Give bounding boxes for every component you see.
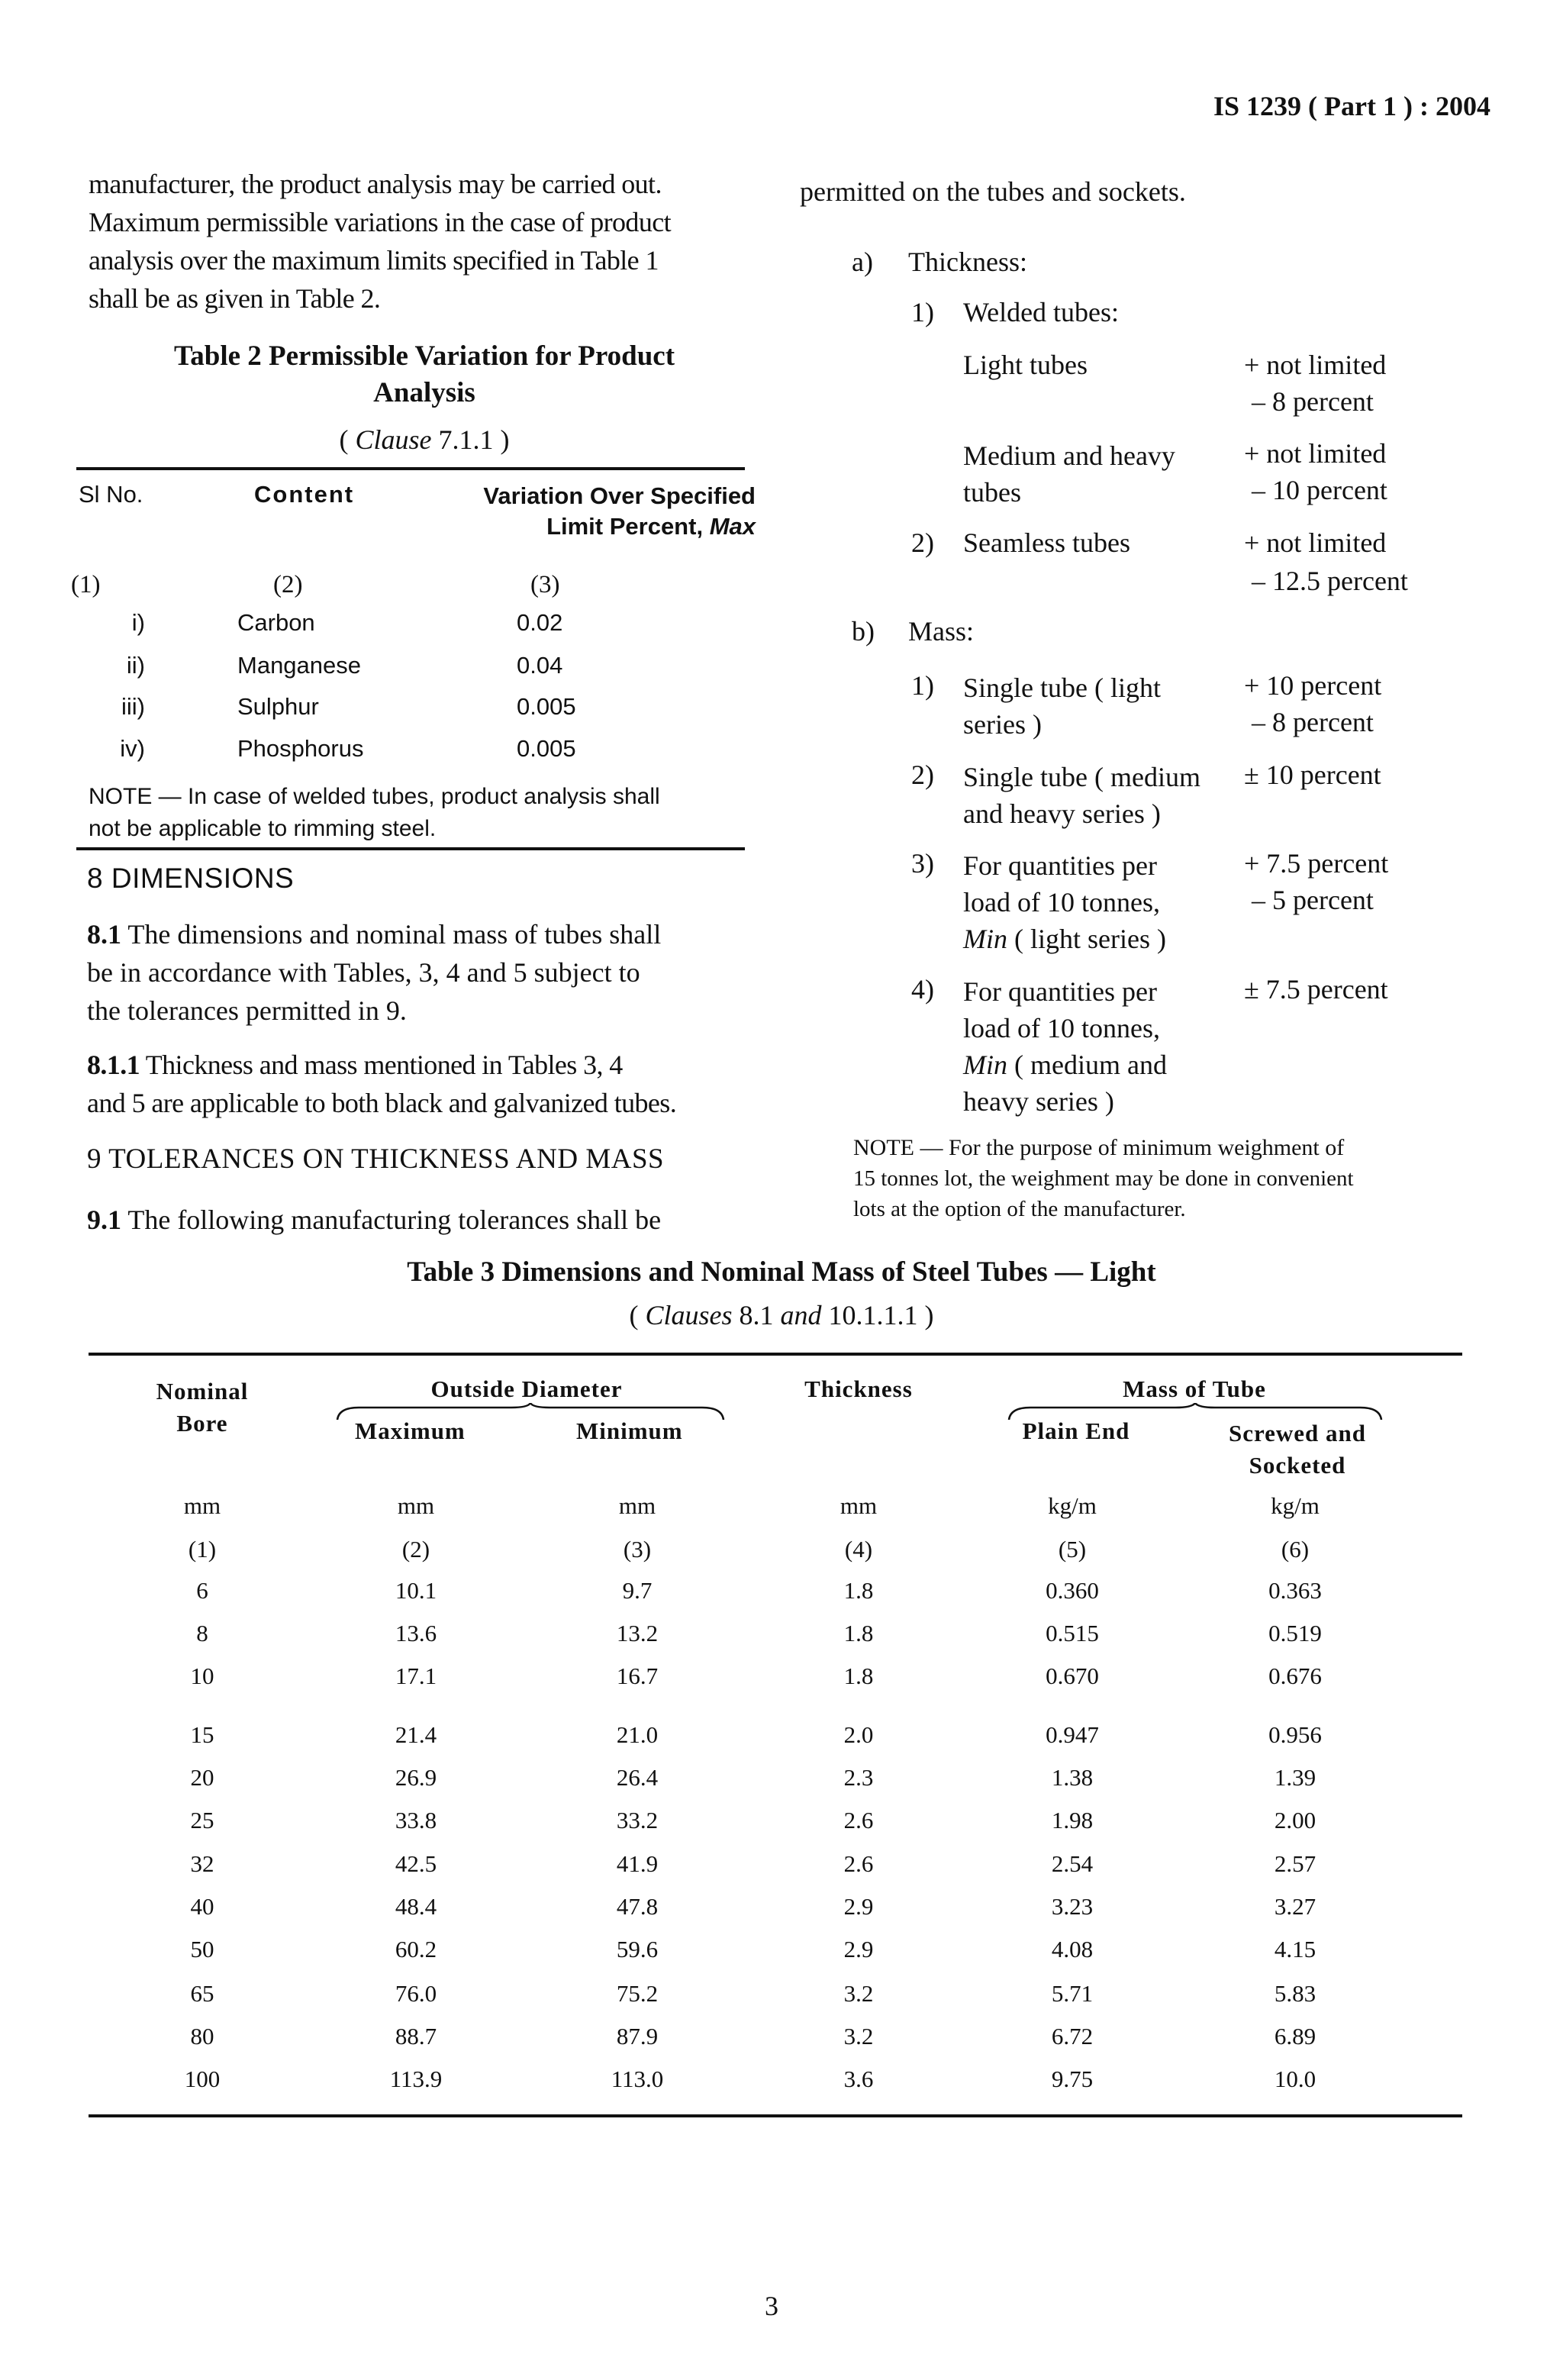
table-row [0,1850,1563,1881]
list-b2-text: Single tube ( medium and heavy series ) [963,762,1200,829]
table3-bottom-rule [89,2114,1462,2117]
table-cell: 59.6 [616,1936,659,1962]
table3-top-rule [89,1353,1462,1356]
table-cell: 1.38 [1051,1764,1094,1791]
seamless-tol-plus: + not limited [1244,527,1387,558]
table-cell: 26.9 [395,1764,437,1791]
table3-header-thickness: Thickness [804,1375,913,1402]
table-cell: 3.27 [1274,1893,1316,1920]
table-cell: 4.08 [1051,1936,1094,1962]
mass-of-tube-brace [1007,1403,1383,1421]
table-cell: 2.54 [1051,1850,1094,1877]
table2-row-content: Carbon [237,609,315,636]
section9-heading: 9 TOLERANCES ON THICKNESS AND MASS [87,1143,665,1175]
table2-row-content: Sulphur [237,693,319,720]
table-cell: 88.7 [395,2023,437,2049]
table-cell: 32 [190,1850,214,1877]
table-cell: 13.2 [616,1620,659,1646]
intro-line: manufacturer, the product analysis may be carried out. [89,169,662,199]
table2-row-value: 0.005 [517,735,576,762]
table-cell: 2.6 [843,1850,874,1877]
table-row [0,1620,1563,1650]
table2-row-content: Manganese [237,652,362,679]
table-cell: 60.2 [395,1936,437,1962]
table2-colnum-3: (3) [530,571,560,598]
intro-line: Maximum permissible variations in the case of product [89,207,672,237]
table-cell: 0.519 [1268,1620,1322,1646]
table3-header-minimum: Minimum [576,1417,683,1444]
table-cell: 33.8 [395,1807,437,1833]
b1-tol-minus: – 8 percent [1252,707,1374,737]
table2-header-slno: Sl No. [79,481,143,508]
table-cell: 0.947 [1046,1721,1099,1748]
table-cell: 50 [190,1936,214,1962]
table3-header-nominal-bore: Nominal Bore [156,1378,249,1437]
list-b4-text: For quantities per load of 10 tonnes, Min ( medium and heavy series ) [963,976,1167,1117]
table-cell: 65 [190,1980,214,2007]
para-9-1: 9.1 The following manufacturing tolerances shall be [87,1205,662,1235]
table2-title: Table 2 Permissible Variation for Product Analysis [173,340,675,408]
list-b1-label: 1) [911,670,934,701]
table-cell: 6 [196,1577,208,1604]
table-cell: 2.9 [843,1893,874,1920]
table3-header-maximum: Maximum [355,1417,466,1444]
table-cell: 0.515 [1046,1620,1099,1646]
table-cell: 2.57 [1274,1850,1316,1877]
table-cell: 76.0 [395,1980,437,2007]
table3-units-row: mm mm mm mm kg/m kg/m [183,1492,1320,1519]
table2-row-content: Phosphorus [237,735,364,762]
table-cell: 9.75 [1051,2066,1094,2092]
table-cell: 3.23 [1051,1893,1094,1920]
table-cell: 1.39 [1274,1764,1316,1791]
list-b4-label: 4) [911,974,934,1005]
table-cell: 3.2 [843,2023,874,2049]
table2-colnum-1: (1) [71,571,101,598]
table3-header-outside-diameter: Outside Diameter [430,1375,623,1402]
para-8-1-1: 8.1.1 Thickness and mass mentioned in Tables 3, 4 and 5 are applicable to both black and galvanized tubes. [87,1050,677,1118]
table3-colnum-row: (1) (2) (3) (4) (5) (6) [188,1536,1310,1562]
table-cell: 1.8 [843,1662,874,1689]
table-cell: 2.9 [843,1936,874,1962]
seamless-tol-minus: – 12.5 percent [1252,566,1408,596]
list-a1-label: 1) [911,297,934,327]
right-note: NOTE — For the purpose of minimum weighment of 15 tonnes lot, the weighment may be done in convenient lots at the option of the manufacturer. [853,1135,1354,1221]
table-row [0,1662,1563,1693]
table-cell: 0.956 [1268,1721,1322,1748]
table2-header-variation: Variation Over Specified Limit Percent, Max [483,482,756,540]
list-b-text: Mass: [908,616,975,647]
table2-note: NOTE — In case of welded tubes, product analysis shall not be applicable to rimming steel. [89,784,660,841]
table-cell: 0.360 [1046,1577,1099,1604]
b3-tol-minus: – 5 percent [1252,885,1374,915]
table-cell: 1.98 [1051,1807,1094,1833]
table-cell: 87.9 [616,2023,659,2049]
medium-tubes-tol-minus: – 10 percent [1252,475,1387,505]
table-cell: 4.15 [1274,1936,1316,1962]
table-cell: 0.670 [1046,1662,1099,1689]
table-cell: 40 [190,1893,214,1920]
table2-header-content: Content [254,481,355,508]
table-cell: 9.7 [622,1577,653,1604]
table3-header-mass-of-tube: Mass of Tube [1123,1375,1266,1402]
table-cell: 1.8 [843,1577,874,1604]
list-b1-text: Single tube ( light series ) [963,672,1161,740]
table-row [0,1936,1563,1966]
list-a1-text: Welded tubes: [963,297,1120,327]
section8-heading: 8 DIMENSIONS [87,863,295,894]
intro-line: shall be as given in Table 2. [89,283,381,314]
table-cell: 5.71 [1051,1980,1094,2007]
table-cell: 13.6 [395,1620,437,1646]
table-cell: 2.3 [843,1764,874,1791]
light-tubes-label: Light tubes [963,350,1088,380]
b2-tol: ± 10 percent [1244,759,1381,790]
table-row [0,1893,1563,1924]
table-cell: 2.00 [1274,1807,1316,1833]
table-cell: 15 [190,1721,214,1748]
list-b3-label: 3) [911,848,934,879]
list-a-label: a) [852,247,873,277]
table-cell: 80 [190,2023,214,2049]
list-a-text: Thickness: [908,247,1027,277]
table3-title: Table 3 Dimensions and Nominal Mass of Steel Tubes — Light [407,1256,1156,1288]
table-row [0,2066,1563,2096]
list-b3-text: For quantities per load of 10 tonnes, Min ( light series ) [963,850,1166,954]
table-cell: 5.83 [1274,1980,1316,2007]
table-row [0,1577,1563,1608]
table-cell: 3.6 [843,2066,874,2092]
list-a2-label: 2) [911,527,934,558]
table-cell: 17.1 [395,1662,437,1689]
table2-colnum-2: (2) [273,571,303,598]
table2-clause: ( Clause 7.1.1 ) [339,424,510,455]
table3-clause: ( Clauses 8.1 and 10.1.1.1 ) [629,1300,934,1330]
table2-row-sl: i) [131,609,145,636]
table-cell: 113.9 [389,2066,443,2092]
b4-tol: ± 7.5 percent [1244,974,1388,1005]
table-cell: 113.0 [611,2066,664,2092]
table2-row-sl: iii) [121,693,145,720]
list-a2-text: Seamless tubes [963,527,1130,558]
table-cell: 2.6 [843,1807,874,1833]
b1-tol-plus: + 10 percent [1244,670,1382,701]
table-cell: 100 [184,2066,221,2092]
table-cell: 42.5 [395,1850,437,1877]
table-cell: 75.2 [616,1980,659,2007]
table-cell: 48.4 [395,1893,437,1920]
table2-row-sl: ii) [126,652,145,679]
page-number: 3 [765,2291,778,2321]
table2-row-value: 0.04 [517,652,563,679]
table-cell: 10 [190,1662,214,1689]
table-cell: 10.1 [395,1577,437,1604]
table-cell: 10.0 [1274,2066,1316,2092]
intro-paragraph [89,165,760,318]
table3-header-plain-end: Plain End [1022,1417,1130,1444]
medium-tubes-label: Medium and heavy tubes [963,440,1175,508]
table-cell: 16.7 [616,1662,659,1689]
table-cell: 0.363 [1268,1577,1322,1604]
table-cell: 8 [196,1620,208,1646]
table-cell: 1.8 [843,1620,874,1646]
table-cell: 41.9 [616,1850,659,1877]
list-b2-label: 2) [911,759,934,790]
table-cell: 0.676 [1268,1662,1322,1689]
table-cell: 21.4 [395,1721,437,1748]
table-cell: 26.4 [616,1764,659,1791]
table2-row-value: 0.02 [517,609,563,636]
outside-diameter-brace [336,1403,725,1421]
document-header: IS 1239 ( Part 1 ) : 2004 [1213,91,1490,121]
table-row [0,1807,1563,1837]
table2-top-rule [76,467,745,470]
light-tubes-tol-minus: – 8 percent [1252,386,1374,417]
table-row [0,1764,1563,1795]
medium-tubes-tol-plus: + not limited [1244,438,1387,469]
intro-line: analysis over the maximum limits specified in Table 1 [89,245,659,276]
b3-tol-plus: + 7.5 percent [1244,848,1389,879]
table-cell: 25 [190,1807,214,1833]
table-cell: 21.0 [616,1721,659,1748]
table-cell: 3.2 [843,1980,874,2007]
table3-header-screwed: Screwed and Socketed [1228,1420,1367,1479]
table2-bottom-rule [76,847,745,850]
table2-row-value: 0.005 [517,693,576,720]
table-cell: 2.0 [843,1721,874,1748]
table-row [0,2023,1563,2053]
para-8-1: 8.1 The dimensions and nominal mass of tubes shall be in accordance with Tables, 3, 4 and 5 subject to the tolerances permitted in 9. [87,919,662,1026]
table-cell: 47.8 [616,1893,659,1920]
table-cell: 20 [190,1764,214,1791]
list-b-label: b) [852,616,875,647]
table-cell: 6.72 [1051,2023,1094,2049]
right-intro: permitted on the tubes and sockets. [800,176,1186,207]
table-row [0,1721,1563,1752]
table-row [0,1980,1563,2011]
table-cell: 6.89 [1274,2023,1316,2049]
table2-row-sl: iv) [120,735,145,762]
light-tubes-tol-plus: + not limited [1244,350,1387,380]
table-cell: 33.2 [616,1807,659,1833]
